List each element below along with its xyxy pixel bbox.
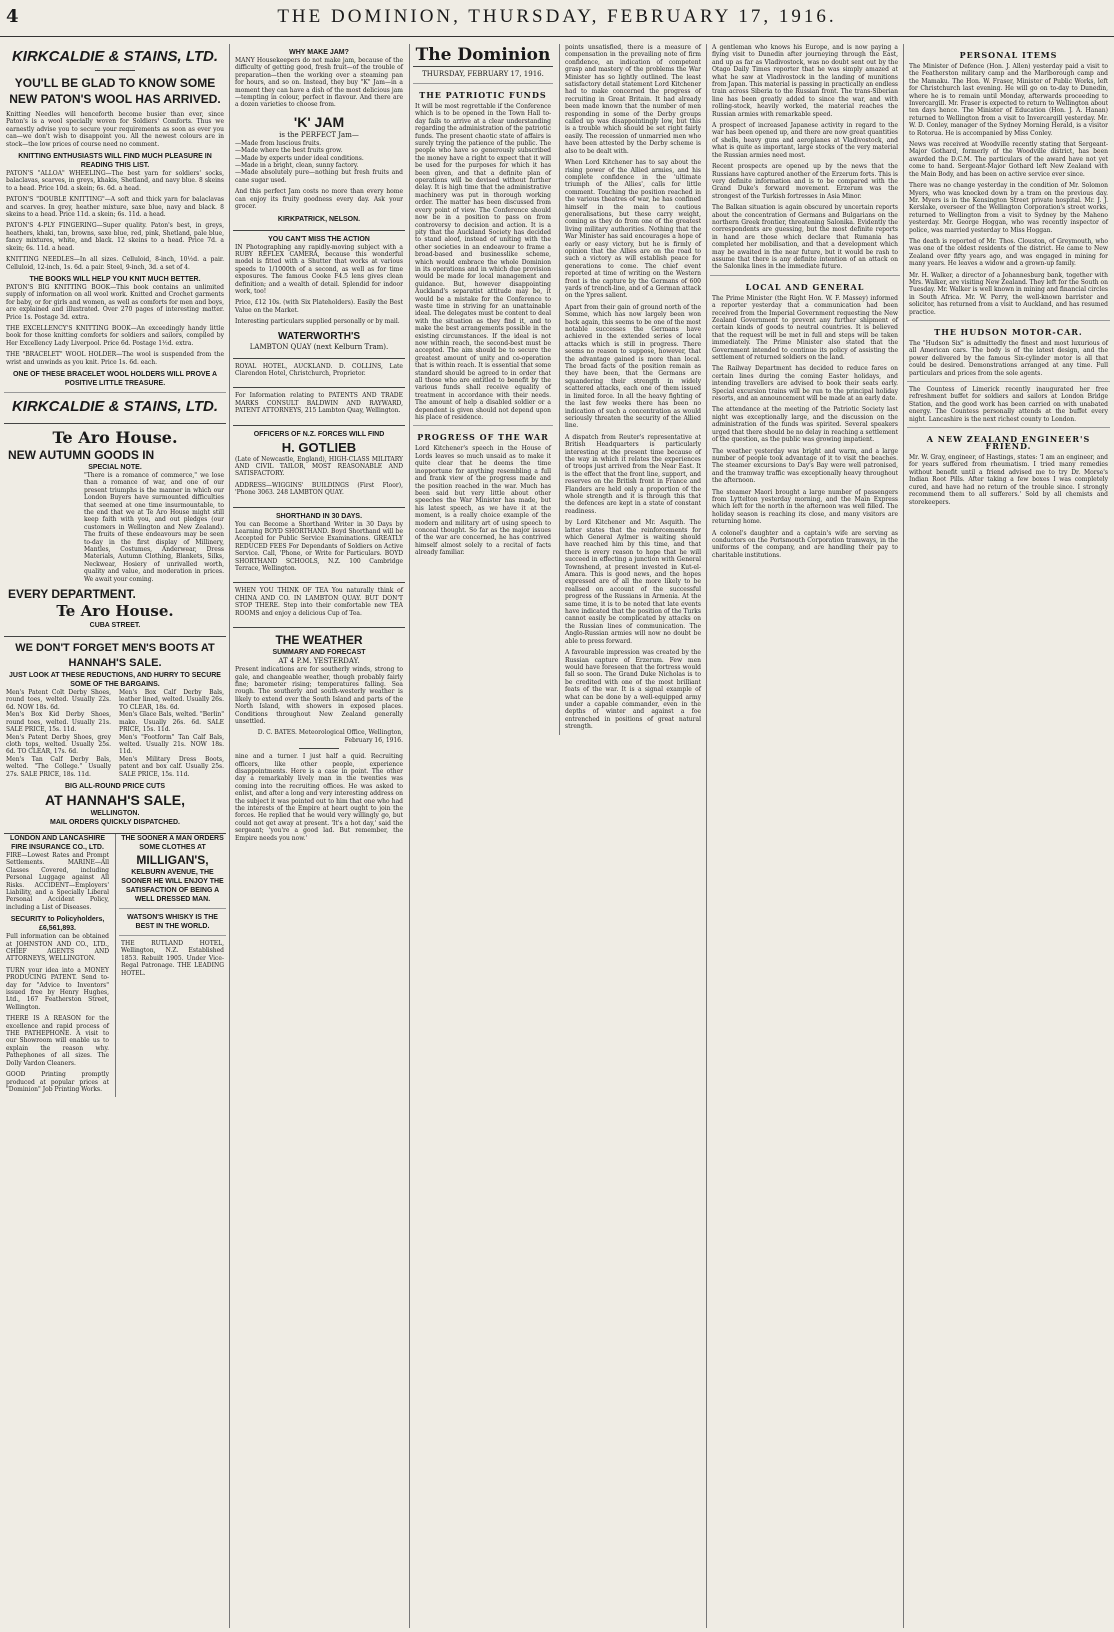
autumn-quote: "There is a romance of commerce," we lose than a romance of war, and one of our present triumphs is the manner in which our London Buyers have surmounted difficulties that seemed at one time insurmountable, to the end that we at Te Aro House might still keep faith with you, and out pledges (our customers in Wellington and New Zealand). The fruits of these endeavours may be seen to-day in the first display of Millinery, Mantles, Costumes, Anderwear, Dress Materials, Autumn Clothing, Blankets, Silks, Neckwear, Hosiery of unrivalled worth, quality and value, and moderation in prices. We await your coming.: [84, 471, 224, 583]
k-jam-name: 'K' JAM: [293, 113, 345, 130]
russia-body: by Lord Kitchener and Mr. Asquith. The latter states that the reinforcements for which General Aylmer is waiting should have reached him by this time, and that there is every reason to hope that he will succeed in effecting a junction with General Townshend, at present invested in Kut-el-Amara. This is good news, and the hopes expressed are of all the more likely to be realised on account of the successful progress of the Russians in Armenia. At the same time, it is to be noted that late events have indicated that the position of the Turks cannot easily be complicated by attacks on the Russian lines of communication. The Anglo-Russian armies will now no doubt be able to press forward.: [565, 519, 701, 645]
editorial-mid-body: points unsatisfied, there is a measure of compensation in the prevailing note of firm confidence, an indication of competent grasp and mastery of the problems the War Minister has so lightly outlined. The least satisfactory detail statement Lord Kitchener had to make concerned the progress of recruiting in Great Britain. It had already been made known that the number of men responding in some of the Derby groups called up was disappointingly low, but this is a trouble which should be set right fairly easily. The recession of unmarried men who have been attested by the Derby scheme is also to be dealt with.: [565, 44, 701, 155]
gotlieb-ad: [233, 426, 405, 508]
books-notice: THE BOOKS WILL HELP YOU KNIT MUCH BETTER.: [29, 275, 201, 283]
local-body-1: The Prime Minister (the Right Hon. W. F. Massey) informed a reporter yesterday that a communication had been received from the Imperial Government requesting the New Zealand Government to prevent any further shipment of certain kinds of goods to neutral countries. It is believed that the request will be met in full and steps will be taken immediately. The Prime Minister also stated that the Government intended to continue its policy of assisting the settlement of returned soldiers on the land.: [712, 294, 898, 362]
jam-title: WHY MAKE JAM?: [289, 49, 349, 56]
western-front-body: Apart from their gain of ground north of the Somme, which has now largely been won back again, this seems to be one of the most notable successes the Germans have achieved in the extended series of local attacks which is still in progress. There seems no reason to suppose, however, that the advantage gained is more than local. The broad facts of the position remain as they have been, that the Germans are squandering their strength in widely scattered attacks, each one of them issued in limited force. In all the heavy fighting of the last few weeks there has been no indication of such a concentration as would seriously threaten the security of the Allied line.: [565, 303, 701, 430]
weather-body: Present indications are for southerly winds, strong to gale, and changeable weather, though probably fairly fine; barometer rising; temperatures falling. Sea rough. The southerly and south-westerly weather is likely to extend over the South Island and parts of the North Island, with showers in exposed places. Conditions throughout New Zealand generally unsettled.: [235, 666, 403, 725]
sooner-title: THE SOONER A MAN ORDERS SOME CLOTHES AT: [121, 834, 224, 851]
boots-list-left: Men's Patent Colt Derby Shoes, round toes, welted. Usually 22s. 6d. NOW 18s. 6d. Men's Box Kid Derby Shoes, round toes, welted. Usually 21s. SALE PRICE, 15s. 11d. Men's Patent Derby Shoes, grey cloth tops, welted. Usually 25s. 6d. TO CLEAR, 17s. 6d. Men's Tan Calf Derby Bals, welted. "The College." Usually 27s. SALE PRICE, 18s. 11d.: [6, 689, 111, 778]
gotlieb-name: H. GOTLIEB: [281, 439, 357, 455]
gotlieb-address: ADDRESS—WIGGINS' BUILDINGS (First Floor), 'Phone 3063. 248 LAMBTON QUAY.: [235, 481, 403, 497]
price-cuts: BIG ALL-ROUND PRICE CUTS: [64, 782, 166, 790]
weather-title: THE WEATHER: [275, 633, 363, 648]
limerick-body: The Countess of Limerick recently inaugurated her free refreshment buffet for soldiers and sailors at London Bridge Station, and the good work has been carried on with unabated energy. The Countess personally attends at the buffet every night. Lancashire is the next richest county to London.: [909, 386, 1108, 423]
kirkcaldie-logo-2: KIRKCALDIE & STAINS, LTD.: [11, 397, 219, 415]
camera-catalogue: Interesting particulars supplied personally or by mail.: [235, 318, 400, 326]
autumn-headline: NEW AUTUMN GOODS IN: [8, 447, 155, 462]
weather-sub: SUMMARY AND FORECAST: [272, 649, 366, 657]
every-department: EVERY DEPARTMENT.: [8, 587, 136, 602]
editorial-left: [413, 44, 553, 735]
erzerum-forts-body: Recent prospects are opened up by the news that the Russians have captured another of the Erzerum forts. This is very definite information and is to be compared with the Grand Duke's forward movement. Erzerum was the strongest of the Turkish fortresses in Asia Minor.: [712, 163, 898, 200]
kitchener-body: When Lord Kitchener has to say about the rising power of the Allied armies, and his complete confidence in the 'ultimate triumph of the Allies', calls for little comment. Touching the position reached in the various theatres of war, he has confined himself in the main to cautious generalisations, but these carry weight, coming as they do from one of the greatest living military authorities. Nothing that the War Minister has said encourages a hope of early or easy victory, but he is firmly of opinion that the Allies are on the road to such a victory as will establish peace for generations to come. The chief event reported at time of writing on the Western front is the capture by the Germans of 600 yards of trench-line, and of a German attack on the Ypres salient.: [565, 159, 701, 300]
japanese-activity-body: A prospect of increased Japanese activity in regard to the war has been opened up, and there are now great quantities of shells, heavy guns and aeroplanes at Vladivostock, and what is quite as important, large stocks of the very material the Russian armies need most.: [712, 122, 898, 159]
camera-price: Price, £12 10s. (with Six Plateholders). Easily the Best Value on the Market.: [235, 299, 403, 314]
hannah-town: WELLINGTON.: [90, 809, 140, 817]
column-1: [4, 44, 226, 1628]
wool-headline: YOU'LL BE GLAD TO KNOW SOME NEW PATON'S WOOL HAS ARRIVED.: [9, 76, 221, 106]
local-body-5: The steamer Maori brought a large number of passengers from Lyttelton yesterday morning, and the Main Express which left for the north in the afternoon was well filled. The holiday season is reaching its close, and many visitors are returning home.: [712, 488, 898, 526]
progress-war-title: PROGRESS OF THE WAR: [417, 432, 549, 443]
rutland-hotel: THE RUTLAND HOTEL, Wellington, N.Z. Established 1853. Rebuilt 1905. Under Vice-Regal Patronage. THE LEADING HOTEL.: [121, 939, 224, 977]
local-body-4: The weather yesterday was bright and warm, and a large number of people took advantage of it to visit the beaches. The steamer excursions to Day's Bay were well patronised, and the tramway traffic was exceptionally heavy throughout the afternoon.: [712, 447, 898, 485]
mail-orders: MAIL ORDERS QUICKLY DISPATCHED.: [50, 818, 180, 826]
hudson-body: The "Hudson Six" is admittedly the finest and most luxurious of all American cars. The body is of the latest design, and the power delivered by the famous Six-cylinder motor is all that could be desired. Demonstrations arranged at any time. Full particulars and prices from the sole agents.: [909, 340, 1108, 377]
wool-intro: Knitting Needles will henceforth become busier than ever, since Paton's is a wool specially woven for Soldiers' Comforts. Thus we earnestly advise you to secure your requirements as soon as ever you can—we don't wish to disappoint you. All the newest colours are in stock—the low prices of course need no comment.: [6, 111, 224, 148]
recruiting-paragraph: nine and a turner. I just half a quid. Recruiting officers, like other people, experience disappointments. Here is a case in point. The other day a remarkably lively man in the twenties was coming into the recruiting offices. He was asked to enlist, and after a long and very interesting address on the subject it was pointed out to him that one who had the interests of the Empire at heart ought to join the forces. He replied that he would very willingly go, but could not get away at present. 'It's a hot day,' said the sergeant; 'you're a good lad. But remember, the Empire needs you now.': [235, 753, 403, 842]
column-5: [907, 44, 1110, 1628]
alloa-wool: PATON'S "ALLOA" WHEELING—The best yarn for soldiers' socks, balaclavas, scarves, in greys, khakis, Shetland, and navy blue. 8 skeins to a head. Price 10d. a skein; 6s. 6d. a head.: [6, 170, 224, 192]
page-title: THE DOMINION, THURSDAY, FEBRUARY 17, 1916.: [277, 6, 837, 27]
camera-ad: [233, 231, 405, 359]
progress-war-body: Lord Kitchener's speech in the House of Lords leaves so much unsaid as to make it quite clear that he deems the time inopportune for anything resembling a full and frank view of the progress made and the position reached in the war. Much has been said but very little about other speeches the War Minister has made, but his latest speech, as we have it at the moment, is a really choice example of the modern and military art of using speech to conceal thought. So far as the major issues of the war are concerned, he has contrived himself almost solely to a recital of facts already familiar.: [415, 445, 551, 557]
editorial-right: [559, 44, 703, 735]
bracelet-holder: THE "BRACELET" WOOL HOLDER—The wool is suspended from the wrist and unwinds as you knit. Price 1s. 6d. each.: [6, 351, 224, 366]
patents-ad: [233, 388, 405, 425]
shorthand-ad: [233, 508, 405, 584]
editorial-row: [413, 44, 703, 735]
tea-rooms: WHEN YOU THINK OF TEA You naturally think of CHINA AND CO. IN LAMBTON QUAY. BUT DON'T STOP THERE. Step into their comfortable new TEA ROOMS and enjoy a delicious Cup of Tea.: [235, 587, 403, 617]
weather-time: AT 4 P.M. YESTERDAY.: [278, 657, 360, 666]
four-ply: PATON'S 4-PLY FINGERING—Super quality. Paton's best, in greys, heathers, khaki, tan, browns, saxe blue, red, pink, Shetland, pale blue, fancy mixtures, white, and black. 12 skeins to a head. Price 7d. a skein; 6s. 11d. a head.: [6, 222, 224, 252]
johnston-agents: Full information can be obtained at JOHNSTON AND CO., LTD., CHIEF AGENTS AND ATTORNEYS, WELLINGTON.: [6, 933, 109, 963]
personal-body-1: The Minister of Defence (Hon. J. Allen) yesterday paid a visit to the Featherston military camp and the Marlborough camp and the Mamaku. The Hon. W. Fraser, Minister of Public Works, left for Christchurch last evening. He will go on to-day to Dunedin, where he is to remain until Monday, afterwards proceeding to Invercargill. Mr. Fraser is expected to return to Wellington about ten days hence. The Minister of Education (Hon. J. A. Hanan) returned to Wellington from a visit to Invercargill yesterday. Mr. W. D. Conley, manager of the Sydney Morning Herald, is a visitor to Rotorua. He is accompanied by Miss Conley.: [909, 63, 1108, 137]
kirkcaldie-logo: KIRKCALDIE & STAINS, LTD.: [11, 48, 219, 65]
patriotic-funds-title: THE PATRIOTIC FUNDS: [419, 90, 547, 100]
milligan-ad: [115, 834, 226, 1097]
london-body: FIRE—Lowest Rates and Prompt Settlements. MARINE—All Classes Covered, including Personal Luggage against All Risks. ACCIDENT—Employers' Liability, and a Specially Liberal Personal Accident Policy, including a List of Diseases.: [6, 851, 109, 911]
hannah-boots-ad: [4, 637, 226, 834]
watson-whisky: WATSON'S WHISKY IS THE BEST IN THE WORLD.: [127, 913, 218, 930]
holder-notice: ONE OF THESE BRACELET WOOL HOLDERS WILL PROVE A POSITIVE LITTLE TREASURE.: [12, 370, 218, 387]
boots-headline: WE DON'T FORGET MEN'S BOOTS AT HANNAH'S SALE.: [15, 642, 215, 670]
dateline: THURSDAY, FEBRUARY 17, 1916.: [422, 70, 544, 78]
royal-hotel: ROYAL HOTEL, AUCKLAND. D. COLLINS, Late Clarendon Hotel, Christchurch, Proprietor.: [235, 362, 403, 377]
local-general-title: LOCAL AND GENERAL: [745, 281, 865, 292]
personal-body-4: The death is reported of Mr. Thos. Clouston, of Greymouth, who was one of the oldest residents of the district. He came to New Zealand over fifty years ago, and was engaged in mining for many years. He leaves a widow and a grown-up family.: [909, 237, 1108, 268]
personal-body-5: Mr. H. Walker, a director of a Johannesburg bank, together with Mrs. Walker, are visiting New Zealand. They left for the South on Tuesday. Mr. Walker is well known in mining and financial circles in South Africa. Mr. W. Perry, the well-known barrister and solicitor, has returned from a visit to Auckland, and has resumed practice.: [909, 271, 1108, 316]
london-insurance-ad: [4, 834, 111, 1097]
tea-rooms-ad: [233, 583, 405, 628]
erzerum-body: A favourable impression was created by the Russian capture of Erzerum. Few men would have foreseen that the fortress would fall so soon. The Grand Duke Nicholas is to be credited with one of the most brilliant feats of the war. It is a signal example of what can be done by a well-equipped army under a capable commander, even in the depths of winter and against a foe entrenched in positions of great natural strength.: [565, 649, 701, 731]
special-note: SPECIAL NOTE.: [88, 463, 142, 471]
knitting-notice: KNITTING ENTHUSIASTS WILL FIND MUCH PLEASURE IN READING THIS LIST.: [18, 153, 212, 170]
camera-title: YOU CAN'T MISS THE ACTION: [268, 235, 370, 243]
dominion-masthead: The Dominion: [413, 44, 553, 67]
double-knitting: PATON'S "DOUBLE KNITTING"—A soft and thick yarn for balaclavas and scarves. In grey, heather mixture, saxe blue, navy and black. 8 skeins to a head. Price 11d. a skein; 6s. 11d. a head.: [6, 196, 224, 219]
reuter-dispatch-body: A dispatch from Reuter's representative at British Headquarters is particularly interesting at the present time because of the way in which it relates the experiences of troops just arrived from the Near East. It is the effect that the front line, support, and reserves on the British front in France and Flanders are held only a proportion of the whole strength and it is through this that the defences are kept in a state of constant readiness.: [565, 433, 701, 515]
k-jam-close: And this perfect Jam costs no more than every home can enjoy its fruity goodness every day. Ask your grocer.: [235, 188, 403, 211]
london-title: LONDON AND LANCASHIRE FIRE INSURANCE CO., LTD.: [9, 834, 106, 851]
waterworth: WATERWORTH'S: [277, 330, 360, 342]
needles: KNITTING NEEDLES—In all sizes. Celluloid, 8-inch, 10½d. a pair. Celluloid, 12-inch, 1s. 6d. a pair. Steel, 9-inch, 3d. a set of 4.: [6, 256, 224, 271]
patents: For Information relating to PATENTS AND TRADE MARKS CONSULT BALDWIN AND RAYWARD, PATENT ATTORNEYS, 215 Lambton Quay, Wellington.: [235, 392, 403, 415]
hannah-sale: AT HANNAH'S SALE,: [45, 791, 185, 808]
bottom-ad-row: [4, 834, 226, 1097]
balkan-body: The Balkan situation is again obscured by uncertain reports about the concentration of Germans and Bulgarians on the northern Greek frontier, threatening Salonika. Evidently the correspondents are guessing, but the most definite reports in hand are those which declare that Rumania has completed her mobilisation, and that a development which may be awaited in the near future, but it would be rash to assume that there is any definite intention of an attack on the Salonika lines in the immediate future.: [712, 204, 898, 271]
local-body-3: The attendance at the meeting of the Patriotic Society last night was exceptionally large, and the discussion on the administration of the funds was spirited. Several speakers urged that there should be no delay in reaching a settlement of the question, as the public was growing impatient.: [712, 406, 898, 444]
column-3-editorial: [413, 44, 703, 1628]
shorthand-body: You can Become a Shorthand Writer in 30 Days by Learning BOYD SHORTHAND. Boyd Shorthand will be Accepted for Public Service Examinations. GREATLY REDUCED FEES For Dependants of Soldiers on Active Service. Call, 'Phone, or Write for Particulars. BOYD SHORTHAND SCHOOLS, N.Z. 100 Cambridge Terrace, Wellington.: [235, 520, 403, 573]
te-aro-logo: Te Aro House.: [52, 427, 178, 447]
te-aro-ad: [4, 424, 226, 637]
tram-conductors: A colonel's daughter and a captain's wife are serving as conductors on the Portsmouth Corporation tramways, in the uniforms of the company, and are handling their pay to charitable institutions.: [712, 529, 898, 559]
hudson-title: THE HUDSON MOTOR-CAR.: [934, 327, 1083, 337]
royal-hotel-ad: [233, 359, 405, 389]
column-4: [710, 44, 900, 1628]
page-number: 4: [6, 6, 19, 27]
boots-subhead: JUST LOOK AT THESE REDUCTIONS, AND HURRY TO SECURE SOME OF THE BARGAINS.: [9, 672, 221, 689]
k-jam-sub: is the PERFECT Jam—: [279, 130, 359, 139]
milligan-name: MILLIGAN'S,: [136, 852, 209, 867]
local-body-2: The Railway Department has decided to reduce fares on certain lines during the coming Easter holidays, and intending travellers are advised to book their seats early. Special excursion trains will be run to the principal holiday resorts, and an announcement will be made at an early date.: [712, 365, 898, 403]
waterworth-address: LAMBTON QUAY (next Kelburn Tram).: [249, 342, 389, 351]
personal-body-2: News was received at Woodville recently stating that Sergeant-Major Gothard, formerly of the Woodville district, has been awarded the D.C.M. The particulars of the award have not yet come to hand. Sergeant-Major Gothard left New Zealand with the Main Body, and has been on active service ever since.: [909, 141, 1108, 178]
big-knitting-book: PATON'S BIG KNITTING BOOK—This book contains an unlimited supply of information on all wool work. Knitted and Crochet garments for baby, or for girls and women, as well as comforts for men and boys, are explained and illustrated. Over 270 pages of interesting matter. Price 1s. Postage 3d. extra.: [6, 283, 224, 321]
cuba-street: CUBA STREET.: [89, 622, 141, 630]
engineer-title: A NEW ZEALAND ENGINEER'S FRIEND.: [926, 434, 1091, 452]
te-aro-logo-2: Te Aro House.: [56, 602, 174, 621]
security: SECURITY to Policyholders, £6,561,893.: [10, 916, 105, 933]
printing: GOOD Printing promptly produced at popular prices at "Dominion" Job Printing Works.: [6, 1071, 109, 1093]
weather-signature: D. C. BATES. Meteorological Office, Wellington, February 16, 1916.: [257, 729, 403, 744]
gotlieb-sub: (Late of Newcastle, England), HIGH-CLASS MILITARY AND CIVIL TAILOR, MOST REASONABLE AND SATISFACTORY.: [235, 455, 403, 478]
k-jam-maker: KIRKPATRICK, NELSON.: [277, 215, 361, 223]
kirkcaldie-wool-ad: [4, 44, 226, 424]
milligan-sub: KELBURN AVENUE, THE SOONER HE WILL ENJOY THE SATISFACTION OF BEING A WELL DRESSED MAN.: [121, 868, 224, 903]
column-2: [233, 44, 405, 1628]
personal-items-title: PERSONAL ITEMS: [959, 50, 1058, 60]
money-patent: TURN your idea into a MONEY PRODUCING PATENT. Send to-day for "Advice to Inventors" issued free by Henry Hughes, Ltd., 167 Featherston Street, Wellington.: [6, 966, 109, 1011]
boots-list-right: Men's Box Calf Derby Bals, leather lined, welted. Usually 26s. TO CLEAR, 18s. 6d. Men's Glace Bals, welted. "Berlin" make. Usually 26s. 6d. SALE PRICE, 15s. 11d. Men's "Footform" Tan Calf Bals, welted. Usually 21s. NOW 18s. 11d. Men's Military Dress Boots, patent and box calf. Usually 25s. SALE PRICE, 15s. 11d.: [119, 689, 224, 778]
weather-section: [233, 632, 405, 842]
personal-body-3: There was no change yesterday in the condition of Mr. Solomon Myers, who was knocked down by a tram on the previous day. Mr. Myers is in the Kensington Street private hospital. Mr. J. J. Kerslake, overseer of the Wellington Corporation's street works, returned to Wellington from a visit to Sydney by the Maheno yesterday. Mr. George Hoggan, who was recently inspector of police, was married yesterday to Miss Hoggan.: [909, 182, 1108, 234]
excellency-book: THE EXCELLENCY'S KNITTING BOOK—An exceedingly handy little book for those knitting comforts for soldiers and sailors, compiled by Her Excellency Lady Liverpool. Price 6d. Postage 1½d. extra.: [6, 324, 224, 347]
k-jam-ad: [233, 44, 405, 231]
page-header: [0, 0, 1114, 37]
camera-body: IN Photographing any rapidly-moving subject with a RUBY REFLEX CAMERA, because this wonderful model is fitted with a Shutter that works at various speeds to 1/1000th of a second, as well as for time exposures. The famous Cooke F4.5 lens gives clean definition; and a wealth of detail. Splendid for indoor work, too!: [235, 243, 403, 295]
engineer-body: Mr. W. Gray, engineer, of Hastings, states: 'I am an engineer, and for years suffered from rheumatism. I tried many remedies without benefit until a friend advised me to try Dr. Morse's Indian Root Pills. After taking a few boxes I was completely cured, and have had no return of the trouble since. I strongly recommend them to all sufferers.' Sold by all chemists and storekeepers.: [909, 454, 1108, 506]
pathephone: THERE IS A REASON for the excellence and rapid process of THE PATHEPHONE. A visit to our Showroom will enable us to explain the reason why. Pathephones of all sizes. The Dolly Vardon Cleaners.: [6, 1015, 109, 1067]
jam-body: MANY Housekeepers do not make jam, because of the difficulty of getting good, fresh fruit—of the trouble of preparation—then the working over a steaming pan for hours, and so on. Instead, they buy "K" Jam—in a moment they can have a dish of the most delicious jam—tempting in colour, perfect in flavour. And there are a dozen varieties to choose from.: [235, 57, 403, 109]
officers: OFFICERS OF N.Z. FORCES WILL FIND: [253, 430, 385, 438]
k-jam-list: —Made from luscious fruits. —Made where the best fruits grow. —Made by experts under ideal conditions. —Made in a bright, clean, sunny factory. —Made absolutely pure—nothing but fresh fruits and cane sugar used.: [235, 139, 403, 184]
patriotic-funds-body: It will be most regrettable if the Conference which is to be opened in the Town Hall to-day fails to arrive at a clear understanding regarding the administration of the patriotic funds. The present chaotic state of affairs is surely trying the patience of the public. The people who have so generously subscribed the money have a right to expect that it will be used for the purposes for which it has been given, and that a definite plan of operations will be devised without further delay. It is high time that the administrative machinery was put in thorough working order. The matter has been discussed from every point of view. The Conference should now be in a position to pass on from controversy to decision and action. It is a pity that the Auckland Society has decided to stand aloof, instead of uniting with the other societies in an endeavour to frame a broad-based and businesslike scheme, which would embrace the whole Dominion in its operations and in which due provision would be made for local management and guidance. But, however disappointing Auckland's separatist attitude may be, it would be a mistake for the Conference to waste time in striving for an unattainable ideal. The delegates must be content to deal with the situation as they find it, and to make the best arrangements possible in the existing circumstances. If the ideal is not now within reach, the second-best must be accepted. The aim should be to secure the greatest amount of unity and co-operation that is within reach. It is essential that some standard should be agreed to in order that all those who are entitled to benefit by the various funds shall receive equality of treatment in accordance with their needs. The amount of help a disabled soldier or a dependent is given should not depend upon his place of residence.: [415, 103, 551, 422]
vladivostock-body: A gentleman who knows his Europe, and is now paying a flying visit to Dunedin after journeying through the East, and up as far as Vladivostock, was no doubt sent out by the Otago Daily Times reporter that he was simply amazed at what he saw at Vladivostock in the landing of munitions from Japan. This material is passing in practically an endless train across Siberia to the Russian front. The trans-Siberian line has been greatly added to since the war, and with rolling-stock, heavily worked, the material reaches the Russian armies with remarkable speed.: [712, 44, 898, 118]
shorthand-title: SHORTHAND IN 30 DAYS.: [275, 512, 363, 520]
